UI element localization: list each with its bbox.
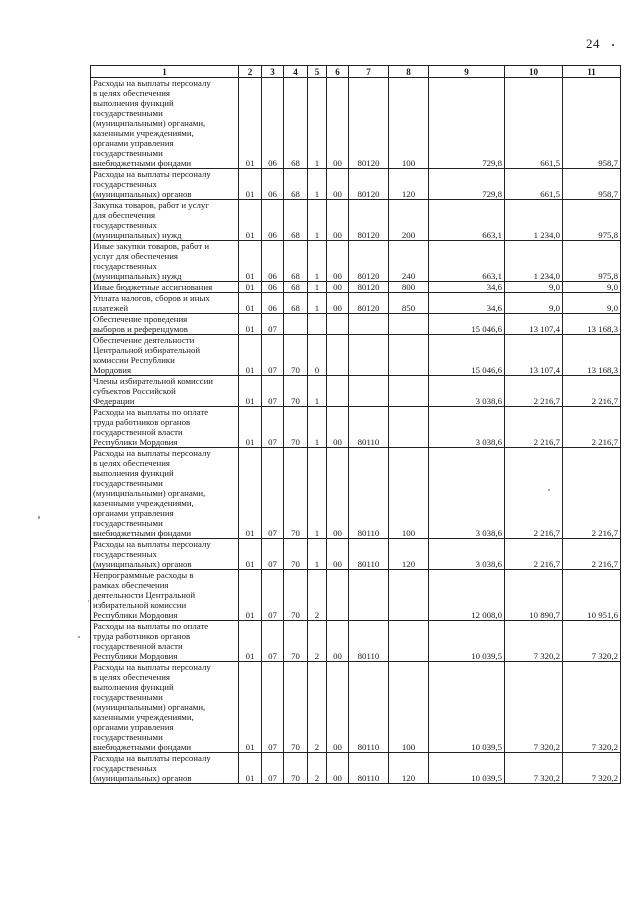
cell-c2: 01 [239, 662, 262, 753]
table-row [91, 376, 621, 407]
cell-c9: 34,6 [429, 282, 505, 293]
cell-c5: 1 [308, 78, 327, 169]
table-body [91, 78, 621, 784]
cell-c9: 3 038,6 [429, 376, 505, 407]
row-name-line: услуг для обеспечения [93, 251, 178, 261]
row-name-line: Расходы на выплаты персоналу [93, 539, 211, 549]
row-name-line: Уплата налогов, сборов и иных [93, 293, 210, 303]
row-name-line: казенными учреждениями, [93, 128, 194, 138]
cell-c3: 06 [262, 282, 284, 293]
cell-c11: 2 216,7 [563, 376, 621, 407]
cell-c3: 06 [262, 169, 284, 200]
table-header-row [91, 66, 621, 78]
row-name [91, 282, 239, 293]
row-name-line: в целях обеспечения [93, 672, 170, 682]
row-name-line: в целях обеспечения [93, 458, 170, 468]
cell-c2: 01 [239, 335, 262, 376]
row-name [91, 200, 239, 241]
cell-c6 [327, 314, 349, 335]
col-header: 9 [429, 66, 505, 78]
table-row [91, 448, 621, 539]
cell-c9: 3 038,6 [429, 539, 505, 570]
cell-c7: 80110 [349, 539, 389, 570]
cell-c3: 06 [262, 78, 284, 169]
cell-c6: 00 [327, 241, 349, 282]
cell-c3: 07 [262, 621, 284, 662]
cell-c5: 1 [308, 200, 327, 241]
row-name-line: органами управления [93, 722, 174, 732]
cell-c4: 70 [284, 335, 308, 376]
cell-c7: 80110 [349, 407, 389, 448]
row-name-line: Закупка товаров, работ и услуг [93, 200, 209, 210]
row-name-line: Центральной избирательной [93, 345, 201, 355]
cell-c7: 80120 [349, 241, 389, 282]
row-name-line: Расходы на выплаты персоналу [93, 169, 211, 179]
cell-c9: 10 039,5 [429, 662, 505, 753]
row-name-line: (муниципальных) нужд [93, 230, 182, 240]
cell-c9: 10 039,5 [429, 621, 505, 662]
cell-c4: 68 [284, 241, 308, 282]
cell-c4 [284, 314, 308, 335]
cell-c3: 06 [262, 200, 284, 241]
cell-c9: 15 046,6 [429, 314, 505, 335]
row-name-line: государственными [93, 478, 163, 488]
cell-c11: 9,0 [563, 293, 621, 314]
cell-c7: 80110 [349, 448, 389, 539]
cell-c4: 70 [284, 662, 308, 753]
cell-c8: 100 [389, 662, 429, 753]
row-name-line: Республики Мордовия [93, 437, 178, 447]
row-name-line: Расходы на выплаты персоналу [93, 662, 211, 672]
cell-c6: 00 [327, 662, 349, 753]
row-name-line: (муниципальными) органами, [93, 118, 206, 128]
row-name-line: Расходы на выплаты по оплате [93, 621, 209, 631]
cell-c3: 07 [262, 570, 284, 621]
cell-c2: 01 [239, 570, 262, 621]
row-name-line: (муниципальных) органов [93, 189, 192, 199]
cell-c7: 80120 [349, 78, 389, 169]
col-header: 3 [262, 66, 284, 78]
row-name-line: выполнения функций [93, 468, 174, 478]
row-name-line: (муниципальными) органами, [93, 488, 206, 498]
cell-c10: 7 320,2 [505, 662, 563, 753]
cell-c5: 2 [308, 621, 327, 662]
cell-c8: 850 [389, 293, 429, 314]
row-name-line: Расходы на выплаты персоналу [93, 448, 211, 458]
cell-c8: 120 [389, 539, 429, 570]
cell-c3: 07 [262, 376, 284, 407]
cell-c6: 00 [327, 78, 349, 169]
row-name [91, 407, 239, 448]
cell-c10: 9,0 [505, 293, 563, 314]
row-name-line: труда работников органов [93, 417, 191, 427]
cell-c11: 10 951,6 [563, 570, 621, 621]
cell-c11: 958,7 [563, 78, 621, 169]
row-name-line: Мордовия [93, 365, 132, 375]
cell-c7: 80110 [349, 753, 389, 784]
cell-c6: 00 [327, 200, 349, 241]
row-name-line: комиссии Республики [93, 355, 175, 365]
cell-c4: 70 [284, 621, 308, 662]
cell-c6: 00 [327, 753, 349, 784]
cell-c7: 80110 [349, 662, 389, 753]
table-row [91, 335, 621, 376]
cell-c2: 01 [239, 293, 262, 314]
cell-c3: 07 [262, 335, 284, 376]
row-name-line: Обеспечение проведения [93, 314, 188, 324]
row-name [91, 662, 239, 753]
scan-speck [38, 516, 40, 519]
row-name [91, 753, 239, 784]
row-name-line: государственной власти [93, 427, 183, 437]
col-header: 7 [349, 66, 389, 78]
col-header: 6 [327, 66, 349, 78]
cell-c3: 07 [262, 407, 284, 448]
table-row [91, 78, 621, 169]
cell-c2: 01 [239, 539, 262, 570]
cell-c8: 240 [389, 241, 429, 282]
row-name [91, 570, 239, 621]
cell-c11: 975,8 [563, 241, 621, 282]
cell-c8 [389, 376, 429, 407]
row-name-line: государственными [93, 148, 163, 158]
cell-c9: 729,8 [429, 169, 505, 200]
col-header: 11 [563, 66, 621, 78]
cell-c11: 2 216,7 [563, 407, 621, 448]
cell-c10: 13 107,4 [505, 335, 563, 376]
cell-c6 [327, 376, 349, 407]
cell-c7: 80110 [349, 621, 389, 662]
table-row [91, 662, 621, 753]
cell-c4: 70 [284, 376, 308, 407]
row-name-line: выборов и референдумов [93, 324, 188, 334]
scan-speck [88, 600, 89, 602]
cell-c10: 2 216,7 [505, 376, 563, 407]
cell-c11: 2 216,7 [563, 539, 621, 570]
budget-table [90, 65, 621, 784]
row-name-line: Республики Мордовия [93, 610, 178, 620]
row-name [91, 78, 239, 169]
cell-c5: 1 [308, 448, 327, 539]
row-name-line: Иные закупки товаров, работ и [93, 241, 210, 251]
col-header: 8 [389, 66, 429, 78]
row-name-line: (муниципальных) нужд [93, 271, 182, 281]
cell-c2: 01 [239, 78, 262, 169]
cell-c2: 01 [239, 282, 262, 293]
cell-c5: 2 [308, 662, 327, 753]
col-header: 10 [505, 66, 563, 78]
cell-c10: 7 320,2 [505, 753, 563, 784]
cell-c9: 3 038,6 [429, 407, 505, 448]
cell-c8: 800 [389, 282, 429, 293]
row-name-line: избирательной комиссии [93, 600, 187, 610]
row-name-line: государственными [93, 108, 163, 118]
row-name-line: (муниципальных) органов [93, 773, 192, 783]
cell-c8 [389, 314, 429, 335]
cell-c5: 1 [308, 282, 327, 293]
cell-c9: 15 046,6 [429, 335, 505, 376]
cell-c8: 200 [389, 200, 429, 241]
row-name [91, 376, 239, 407]
row-name [91, 241, 239, 282]
table-row [91, 570, 621, 621]
cell-c11: 7 320,2 [563, 753, 621, 784]
cell-c4: 70 [284, 448, 308, 539]
cell-c2: 01 [239, 448, 262, 539]
row-name-line: органами управления [93, 138, 174, 148]
cell-c8: 120 [389, 753, 429, 784]
cell-c8: 100 [389, 78, 429, 169]
cell-c2: 01 [239, 241, 262, 282]
cell-c10: 10 890,7 [505, 570, 563, 621]
row-name-line: государственных [93, 220, 157, 230]
row-name-line: казенными учреждениями, [93, 498, 194, 508]
cell-c5: 1 [308, 539, 327, 570]
cell-c7 [349, 570, 389, 621]
row-name-line: Непрограммные расходы в [93, 570, 194, 580]
cell-c2: 01 [239, 407, 262, 448]
table-row [91, 169, 621, 200]
table-row [91, 282, 621, 293]
cell-c8: 120 [389, 169, 429, 200]
cell-c11: 13 168,3 [563, 335, 621, 376]
cell-c8 [389, 621, 429, 662]
row-name-line: Расходы на выплаты персоналу [93, 753, 211, 763]
cell-c11: 9,0 [563, 282, 621, 293]
row-name-line: Обеспечение деятельности [93, 335, 195, 345]
table-row [91, 407, 621, 448]
cell-c6: 00 [327, 539, 349, 570]
row-name-line: деятельности Центральной [93, 590, 196, 600]
table-row [91, 314, 621, 335]
row-name-line: выполнения функций [93, 98, 174, 108]
cell-c10: 13 107,4 [505, 314, 563, 335]
cell-c4: 68 [284, 282, 308, 293]
row-name-line: субъектов Российской [93, 386, 176, 396]
row-name-line: внебюджетными фондами [93, 742, 192, 752]
row-name-line: рамках обеспечения [93, 580, 169, 590]
cell-c3: 06 [262, 293, 284, 314]
cell-c2: 01 [239, 200, 262, 241]
cell-c7: 80120 [349, 200, 389, 241]
cell-c10: 2 216,7 [505, 407, 563, 448]
cell-c10: 9,0 [505, 282, 563, 293]
cell-c8: 100 [389, 448, 429, 539]
cell-c4: 68 [284, 293, 308, 314]
table-row [91, 621, 621, 662]
cell-c11: 958,7 [563, 169, 621, 200]
cell-c11: 2 216,7 [563, 448, 621, 539]
cell-c5: 2 [308, 753, 327, 784]
row-name-line: государственных [93, 763, 157, 773]
cell-c5: 1 [308, 407, 327, 448]
cell-c7: 80120 [349, 169, 389, 200]
cell-c5: 1 [308, 169, 327, 200]
cell-c5 [308, 314, 327, 335]
cell-c5: 1 [308, 293, 327, 314]
cell-c3: 06 [262, 241, 284, 282]
scan-speck [612, 44, 614, 46]
table-row [91, 539, 621, 570]
cell-c6: 00 [327, 293, 349, 314]
cell-c8 [389, 335, 429, 376]
cell-c10: 2 216,7 [505, 539, 563, 570]
cell-c11: 13 168,3 [563, 314, 621, 335]
row-name-line: государственными [93, 732, 163, 742]
table-row [91, 200, 621, 241]
row-name-line: Расходы на выплаты по оплате [93, 407, 209, 417]
row-name-line: внебюджетными фондами [93, 528, 192, 538]
row-name [91, 314, 239, 335]
cell-c11: 7 320,2 [563, 662, 621, 753]
col-header: 4 [284, 66, 308, 78]
cell-c5: 0 [308, 335, 327, 376]
row-name [91, 448, 239, 539]
row-name-line: (муниципальными) органами, [93, 702, 206, 712]
cell-c6 [327, 335, 349, 376]
table-row [91, 753, 621, 784]
row-name-line: (муниципальных) органов [93, 559, 192, 569]
cell-c9: 10 039,5 [429, 753, 505, 784]
row-name [91, 621, 239, 662]
cell-c11: 7 320,2 [563, 621, 621, 662]
cell-c4: 70 [284, 753, 308, 784]
row-name-line: выполнения функций [93, 682, 174, 692]
cell-c2: 01 [239, 376, 262, 407]
row-name-line: платежей [93, 303, 129, 313]
cell-c3: 07 [262, 448, 284, 539]
cell-c10: 661,5 [505, 78, 563, 169]
cell-c6 [327, 570, 349, 621]
row-name-line: государственной власти [93, 641, 183, 651]
cell-c4: 68 [284, 200, 308, 241]
row-name-line: внебюджетными фондами [93, 158, 192, 168]
row-name-line: государственными [93, 692, 163, 702]
cell-c7 [349, 314, 389, 335]
cell-c2: 01 [239, 169, 262, 200]
cell-c4: 70 [284, 570, 308, 621]
col-header: 5 [308, 66, 327, 78]
cell-c9: 12 008,0 [429, 570, 505, 621]
cell-c2: 01 [239, 621, 262, 662]
cell-c6: 00 [327, 448, 349, 539]
row-name-line: органами управления [93, 508, 174, 518]
cell-c10: 661,5 [505, 169, 563, 200]
cell-c9: 729,8 [429, 78, 505, 169]
cell-c3: 07 [262, 753, 284, 784]
row-name-line: Федерации [93, 396, 135, 406]
col-header: 1 [91, 66, 239, 78]
cell-c6: 00 [327, 407, 349, 448]
table-row [91, 293, 621, 314]
cell-c5: 2 [308, 570, 327, 621]
row-name-line: государственных [93, 261, 157, 271]
cell-c4: 70 [284, 539, 308, 570]
row-name-line: труда работников органов [93, 631, 191, 641]
row-name-line: государственными [93, 518, 163, 528]
cell-c7: 80120 [349, 293, 389, 314]
row-name-line: Иные бюджетные ассигнования [93, 282, 213, 292]
col-header: 2 [239, 66, 262, 78]
cell-c8 [389, 570, 429, 621]
cell-c2: 01 [239, 314, 262, 335]
page-number: 24 [586, 36, 600, 51]
row-name-line: государственных [93, 549, 157, 559]
row-name-line: Республики Мордовия [93, 651, 178, 661]
cell-c10: 1 234,0 [505, 241, 563, 282]
row-name-line: Члены избирательной комиссии [93, 376, 213, 386]
cell-c11: 975,8 [563, 200, 621, 241]
cell-c5: 1 [308, 241, 327, 282]
cell-c6: 00 [327, 169, 349, 200]
cell-c10: 7 320,2 [505, 621, 563, 662]
row-name [91, 169, 239, 200]
cell-c3: 07 [262, 662, 284, 753]
cell-c2: 01 [239, 753, 262, 784]
cell-c9: 663,1 [429, 241, 505, 282]
row-name-line: в целях обеспечения [93, 88, 170, 98]
row-name [91, 539, 239, 570]
cell-c7 [349, 376, 389, 407]
row-name-line: государственных [93, 179, 157, 189]
scan-speck [78, 636, 80, 638]
cell-c4: 68 [284, 169, 308, 200]
cell-c9: 34,6 [429, 293, 505, 314]
cell-c9: 663,1 [429, 200, 505, 241]
cell-c7 [349, 335, 389, 376]
cell-c4: 68 [284, 78, 308, 169]
cell-c6: 00 [327, 621, 349, 662]
row-name-line: Расходы на выплаты персоналу [93, 78, 211, 88]
table-row [91, 241, 621, 282]
cell-c7: 80120 [349, 282, 389, 293]
cell-c3: 07 [262, 539, 284, 570]
cell-c8 [389, 407, 429, 448]
row-name [91, 335, 239, 376]
row-name-line: казенными учреждениями, [93, 712, 194, 722]
cell-c6: 00 [327, 282, 349, 293]
cell-c10: 2 216,7 [505, 448, 563, 539]
cell-c3: 07 [262, 314, 284, 335]
row-name-line: для обеспечения [93, 210, 156, 220]
cell-c10: 1 234,0 [505, 200, 563, 241]
cell-c9: 3 038,6 [429, 448, 505, 539]
row-name [91, 293, 239, 314]
cell-c4: 70 [284, 407, 308, 448]
cell-c5: 1 [308, 376, 327, 407]
